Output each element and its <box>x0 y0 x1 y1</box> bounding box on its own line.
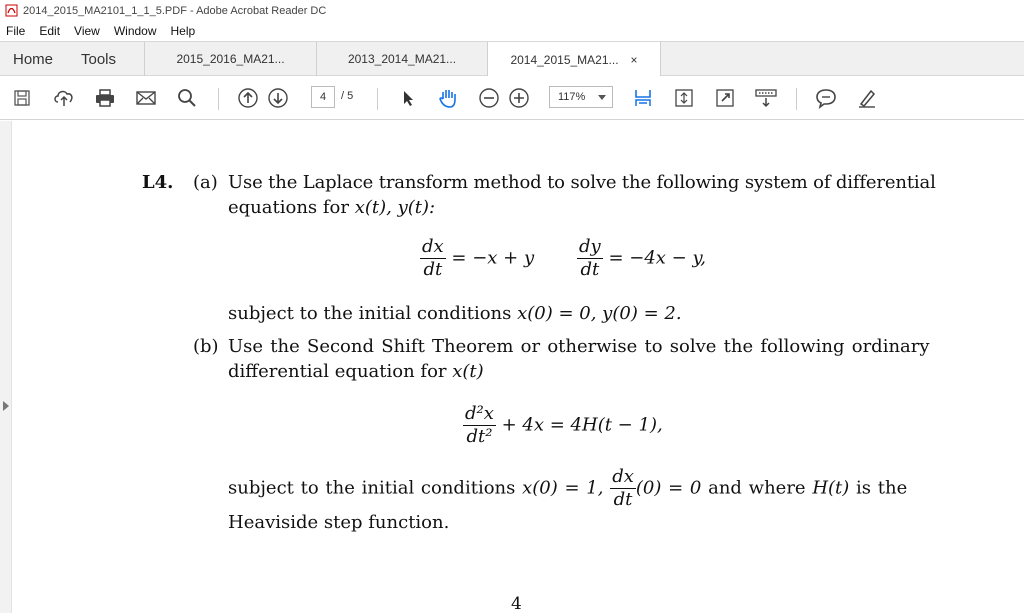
tab-bar <box>0 41 1024 76</box>
part-a-label: (a) <box>193 172 218 193</box>
zoom-dropdown[interactable] <box>549 86 613 108</box>
conditions-math: x(0) = 0, y(0) = 2. <box>517 303 682 324</box>
tab-document-3-active[interactable] <box>487 42 661 77</box>
conditions-text: subject to the initial conditions <box>228 477 516 499</box>
part-b-line-1: Use the Second Shift Theorem or otherwise to solve the following ordinary <box>228 336 930 357</box>
conditions-text-3: is the <box>856 477 908 499</box>
conditions-text-2: and where <box>708 477 806 499</box>
comment-icon[interactable] <box>814 86 838 110</box>
chevron-down-icon <box>598 95 606 100</box>
fraction-numerator: dx <box>612 466 634 487</box>
equation-rhs: + 4x = 4H(t − 1), <box>501 414 663 436</box>
menu-window[interactable]: Window <box>113 24 157 38</box>
conditions-math-h: H(t) <box>812 477 850 499</box>
tab-document-3-label: 2014_2015_MA21... <box>510 52 619 67</box>
menu-edit[interactable]: Edit <box>39 24 61 38</box>
fraction-numerator: dx <box>422 236 444 257</box>
equation-rhs: = −x + y <box>451 247 535 269</box>
fraction-denominator: dt² <box>466 426 493 447</box>
part-b-line-2-text: differential equation for <box>228 361 447 382</box>
scroll-mode-icon[interactable] <box>672 86 696 110</box>
part-b-last-line: Heaviside step function. <box>228 512 450 533</box>
fraction-dx-dt <box>420 236 446 281</box>
fraction-dy-dt <box>577 236 603 281</box>
search-icon[interactable] <box>175 86 199 110</box>
equation-rhs: = −4x − y, <box>608 247 706 269</box>
read-mode-icon[interactable] <box>754 86 778 110</box>
part-b-conditions <box>228 466 907 511</box>
title-bar <box>0 0 1024 21</box>
part-b-line-2-math: x(t) <box>452 361 484 382</box>
part-b-label: (b) <box>193 336 219 357</box>
save-icon[interactable] <box>10 86 34 110</box>
tab-document-2[interactable] <box>316 42 487 76</box>
menu-help[interactable]: Help <box>170 24 196 38</box>
acrobat-logo-icon <box>4 4 18 18</box>
equation-second-order <box>463 403 663 448</box>
part-a-line-2-math: x(t), y(t): <box>354 197 436 218</box>
tab-document-2-label: 2013_2014_MA21... <box>347 52 457 66</box>
window-title: 2014_2015_MA2101_1_1_5.PDF - Adobe Acrobat Reader DC <box>23 4 327 17</box>
close-tab-icon[interactable]: × <box>630 52 638 67</box>
part-b-line-2 <box>228 361 484 382</box>
select-arrow-icon[interactable] <box>396 86 420 110</box>
document-viewer[interactable] <box>0 121 1024 613</box>
part-a-line-2-text: equations for <box>228 197 349 218</box>
fraction-denominator: dt <box>423 259 443 280</box>
tab-document-1[interactable] <box>144 42 316 76</box>
conditions-text: subject to the initial conditions <box>228 303 512 324</box>
menu-file[interactable]: File <box>6 24 26 38</box>
toolbar <box>0 76 1024 120</box>
tab-document-1-label: 2015_2016_MA21... <box>176 52 285 66</box>
fraction-numerator: dy <box>579 236 601 257</box>
part-a-conditions <box>228 303 682 324</box>
zoom-value: 117% <box>558 91 586 103</box>
page-down-icon[interactable] <box>266 86 290 110</box>
toolbar-separator <box>796 88 797 110</box>
toolbar-separator <box>218 88 219 110</box>
conditions-math-x0: x(0) = 1, <box>522 477 604 499</box>
left-panel-toggle[interactable] <box>0 121 12 613</box>
fullscreen-icon[interactable] <box>713 86 737 110</box>
problem-label: L4. <box>142 172 174 193</box>
tab-tools[interactable]: Tools <box>81 50 117 68</box>
equation-dy-dt <box>577 236 706 281</box>
fraction-d2x-dt2 <box>463 403 496 448</box>
page-number-input[interactable]: 4 <box>311 86 335 108</box>
tab-home[interactable]: Home <box>13 50 54 68</box>
fraction-dx-dt-condition <box>610 466 636 511</box>
email-icon[interactable] <box>134 86 158 110</box>
conditions-math-derivative: (0) = 0 <box>635 477 702 499</box>
menu-view[interactable]: View <box>74 24 100 38</box>
fraction-numerator: d²x <box>465 403 494 424</box>
toolbar-separator <box>377 88 378 110</box>
expand-panel-icon <box>3 401 9 411</box>
fraction-denominator: dt <box>613 489 633 510</box>
menu-bar <box>0 21 1024 41</box>
sign-icon[interactable] <box>855 86 879 110</box>
fraction-denominator: dt <box>580 259 600 280</box>
part-a-line-1: Use the Laplace transform method to solve the following system of differential <box>228 172 936 193</box>
part-a-line-2 <box>228 197 435 218</box>
upload-icon[interactable] <box>52 86 76 110</box>
zoom-in-icon[interactable] <box>507 86 531 110</box>
equation-dx-dt <box>420 236 534 281</box>
page-number: 4 <box>511 594 522 613</box>
print-icon[interactable] <box>93 86 117 110</box>
page-total-label: / 5 <box>341 90 354 102</box>
hand-icon[interactable] <box>436 86 460 110</box>
fit-page-icon[interactable] <box>631 86 655 110</box>
zoom-out-icon[interactable] <box>477 86 501 110</box>
page-up-icon[interactable] <box>236 86 260 110</box>
